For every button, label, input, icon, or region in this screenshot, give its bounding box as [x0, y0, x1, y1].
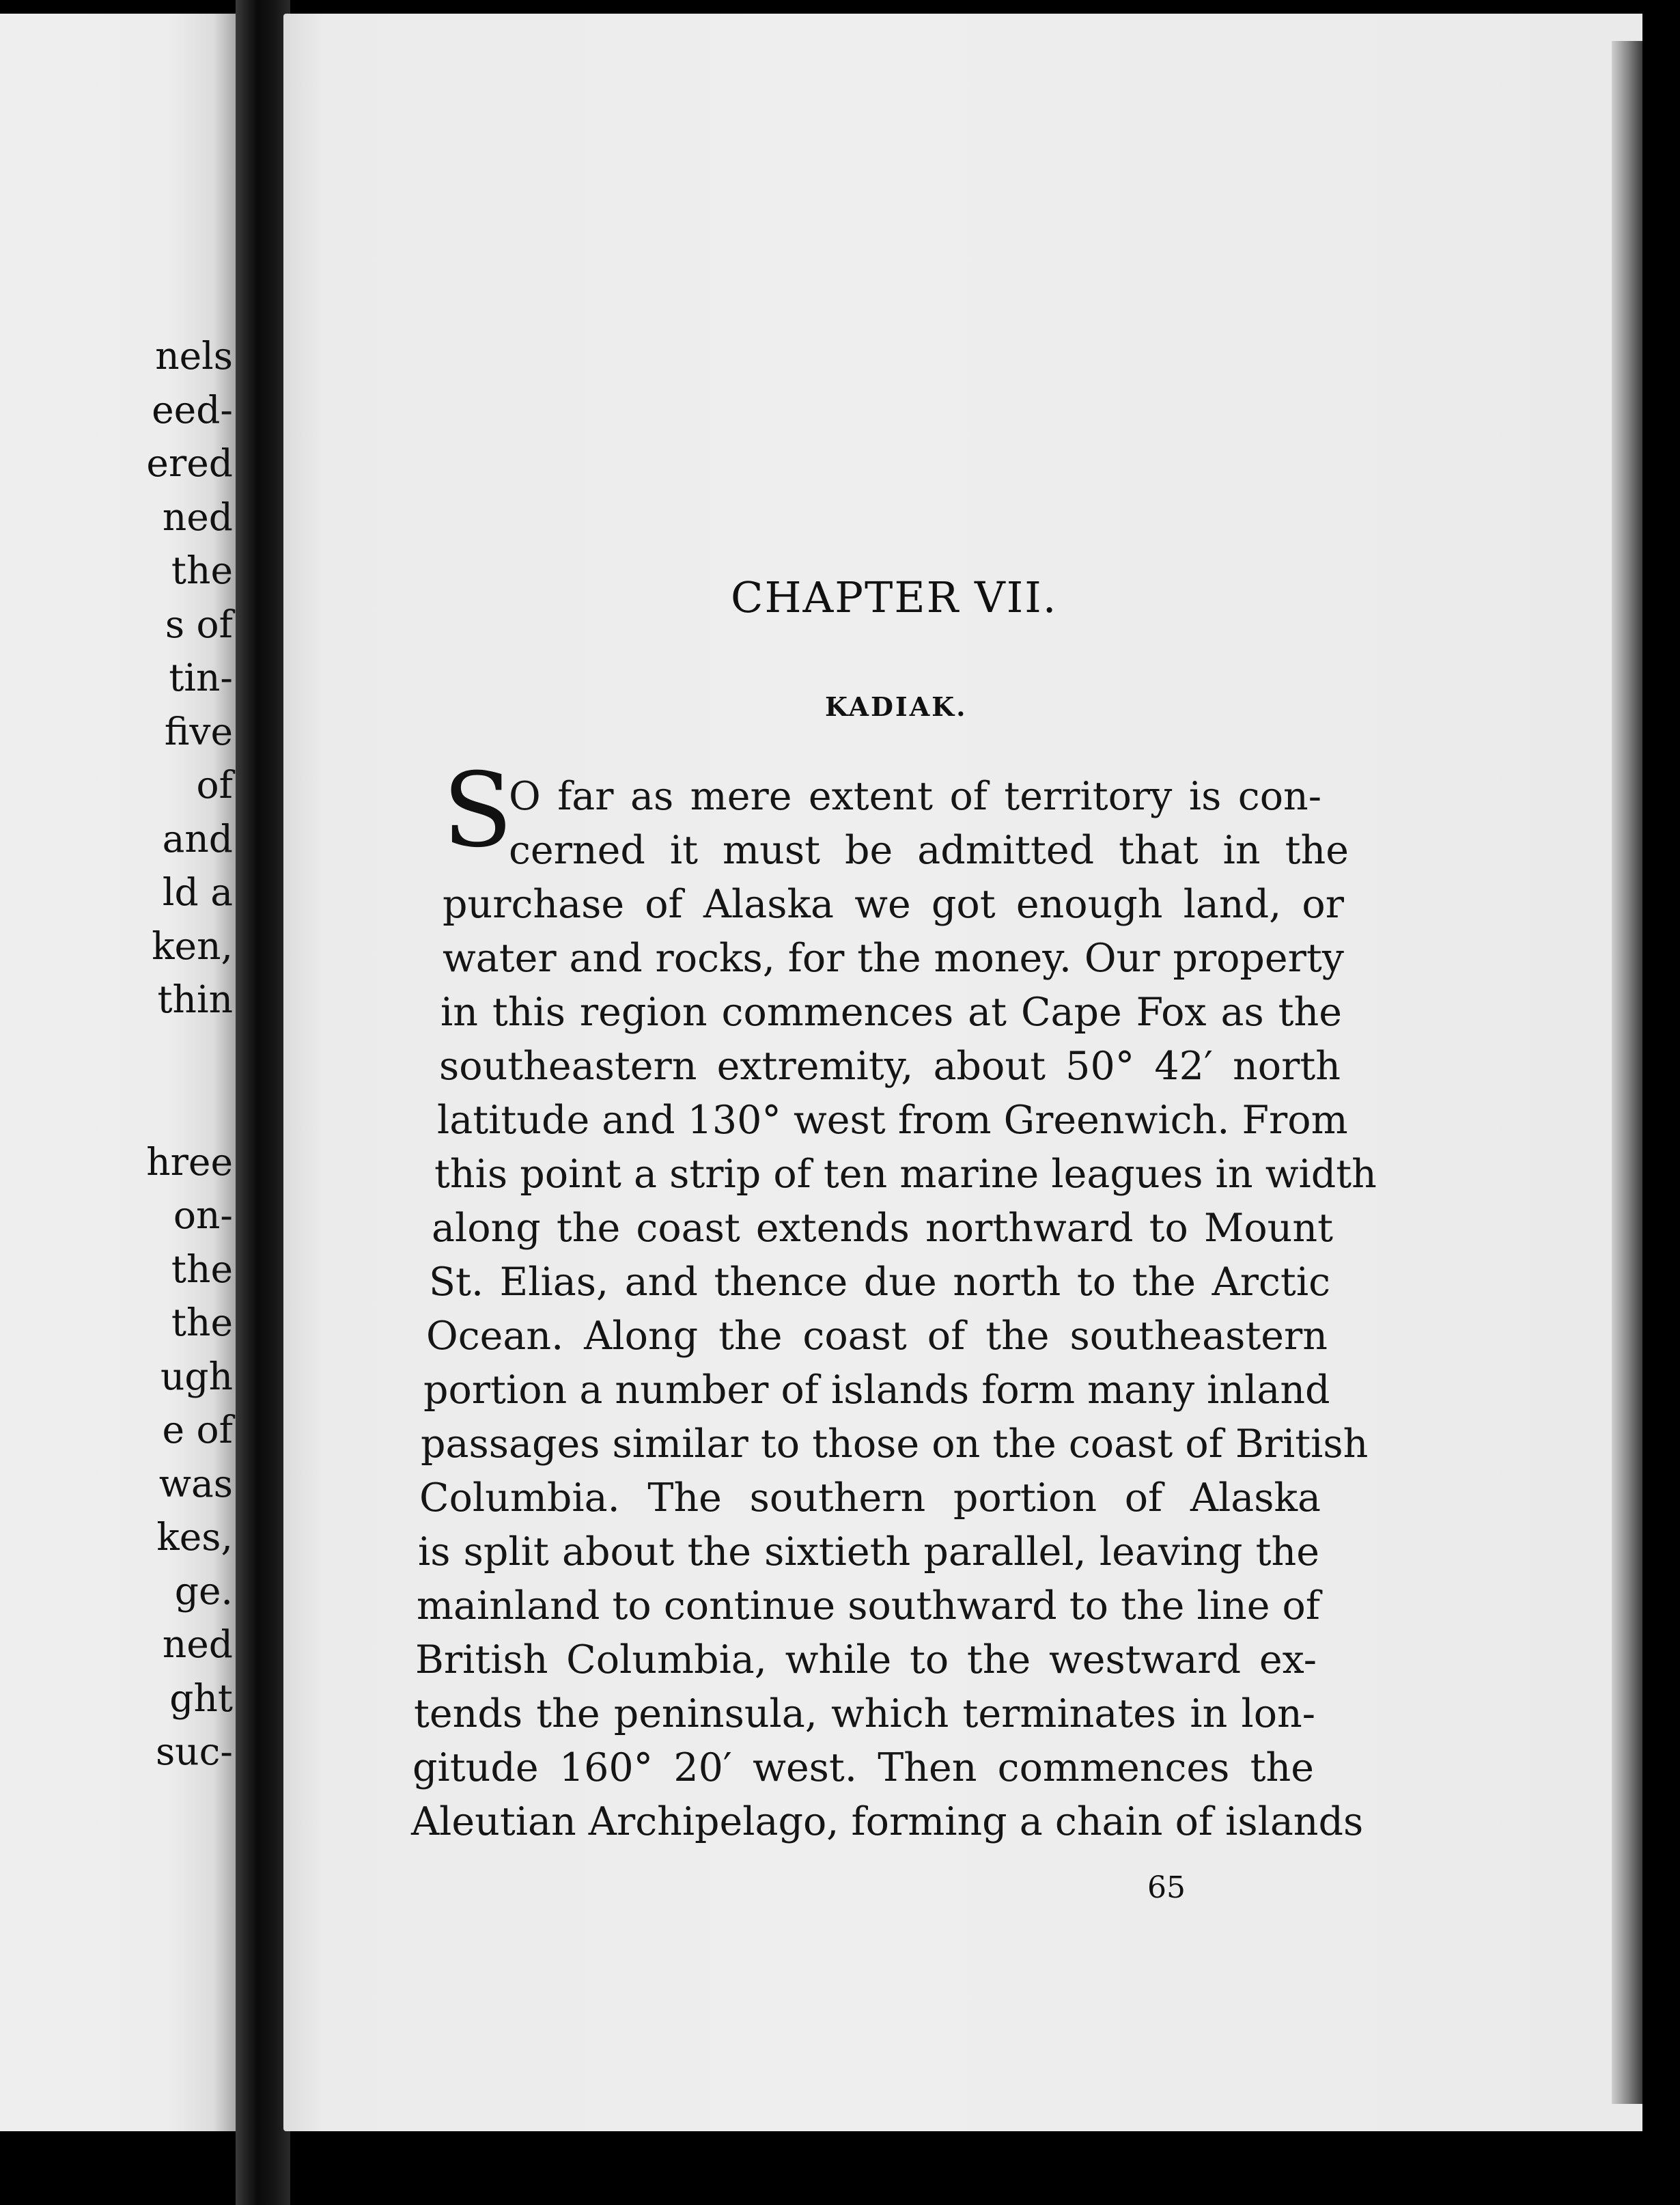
- left-line: ered: [146, 441, 233, 485]
- body-line: tends the peninsula, which terminates in lon-: [414, 1691, 1315, 1736]
- drop-cap: S: [443, 751, 513, 870]
- body-line: St. Elias, and thence due north to the Arctic: [429, 1260, 1330, 1305]
- body-line: portion a number of islands form many inland: [423, 1368, 1330, 1413]
- left-line: the: [171, 1247, 233, 1291]
- left-line: e of: [162, 1408, 233, 1452]
- body-line: gitude 160° 20′ west. Then commences the: [412, 1745, 1314, 1790]
- left-line: ge.: [174, 1568, 233, 1613]
- body-line: this point a strip of ten marine leagues in width: [434, 1152, 1377, 1197]
- body-line: purchase of Alaska we got enough land, or: [443, 882, 1344, 927]
- body-line: cerned it must be admitted that in the: [509, 828, 1349, 873]
- left-line: ned: [162, 495, 233, 539]
- left-line: ned: [162, 1622, 233, 1666]
- left-line: of: [196, 763, 233, 807]
- chapter-title: CHAPTER VII.: [731, 572, 1058, 622]
- book-gutter: [236, 0, 290, 2205]
- body-line: Aleutian Archipelago, forming a chain of islands: [411, 1799, 1364, 1844]
- left-line: and: [162, 816, 233, 861]
- left-line: thin: [157, 977, 233, 1021]
- left-line: kes,: [156, 1515, 233, 1559]
- body-line: mainland to continue southward to the line of: [417, 1583, 1320, 1628]
- left-line: five: [164, 709, 233, 753]
- page-number: 65: [1147, 1870, 1186, 1905]
- body-line: O far as mere extent of territory is con-: [509, 774, 1321, 819]
- body-line: Columbia. The southern portion of Alaska: [419, 1475, 1321, 1521]
- left-line: hree: [146, 1139, 233, 1184]
- left-line: the: [171, 1301, 233, 1344]
- body-line: latitude and 130° west from Greenwich. From: [437, 1098, 1348, 1143]
- left-line: was: [158, 1461, 233, 1506]
- left-line: ght: [169, 1676, 233, 1720]
- body-line: water and rocks, for the money. Our property: [443, 936, 1344, 981]
- chapter-subtitle: KADIAK.: [825, 691, 968, 722]
- body-line: is split about the sixtieth parallel, leaving the: [418, 1529, 1319, 1575]
- page-edge-shadow: [1612, 41, 1642, 2104]
- left-line: nels: [155, 334, 233, 378]
- body-line: British Columbia, while to the westward ex-: [415, 1637, 1317, 1682]
- left-line: ld a: [162, 870, 233, 914]
- left-line: suc-: [155, 1730, 233, 1773]
- body-line: passages similar to those on the coast of British: [421, 1422, 1369, 1467]
- left-line: eed-: [152, 387, 233, 432]
- body-line: along the coast extends northward to Mount: [432, 1206, 1333, 1251]
- left-page-text: [146, 329, 233, 1779]
- left-line: ugh: [160, 1354, 233, 1398]
- left-line-gap: [146, 1027, 233, 1135]
- left-page: [0, 14, 242, 2131]
- body-line: in this region commences at Cape Fox as the: [440, 990, 1342, 1035]
- left-line: on-: [173, 1193, 233, 1237]
- body-line: southeastern extremity, about 50° 42′ north: [439, 1044, 1341, 1089]
- left-line: the: [171, 549, 233, 592]
- left-line: s of: [165, 602, 233, 646]
- left-line: ken,: [152, 924, 233, 968]
- body-line: Ocean. Along the coast of the southeastern: [426, 1314, 1328, 1359]
- left-line: tin-: [169, 656, 233, 699]
